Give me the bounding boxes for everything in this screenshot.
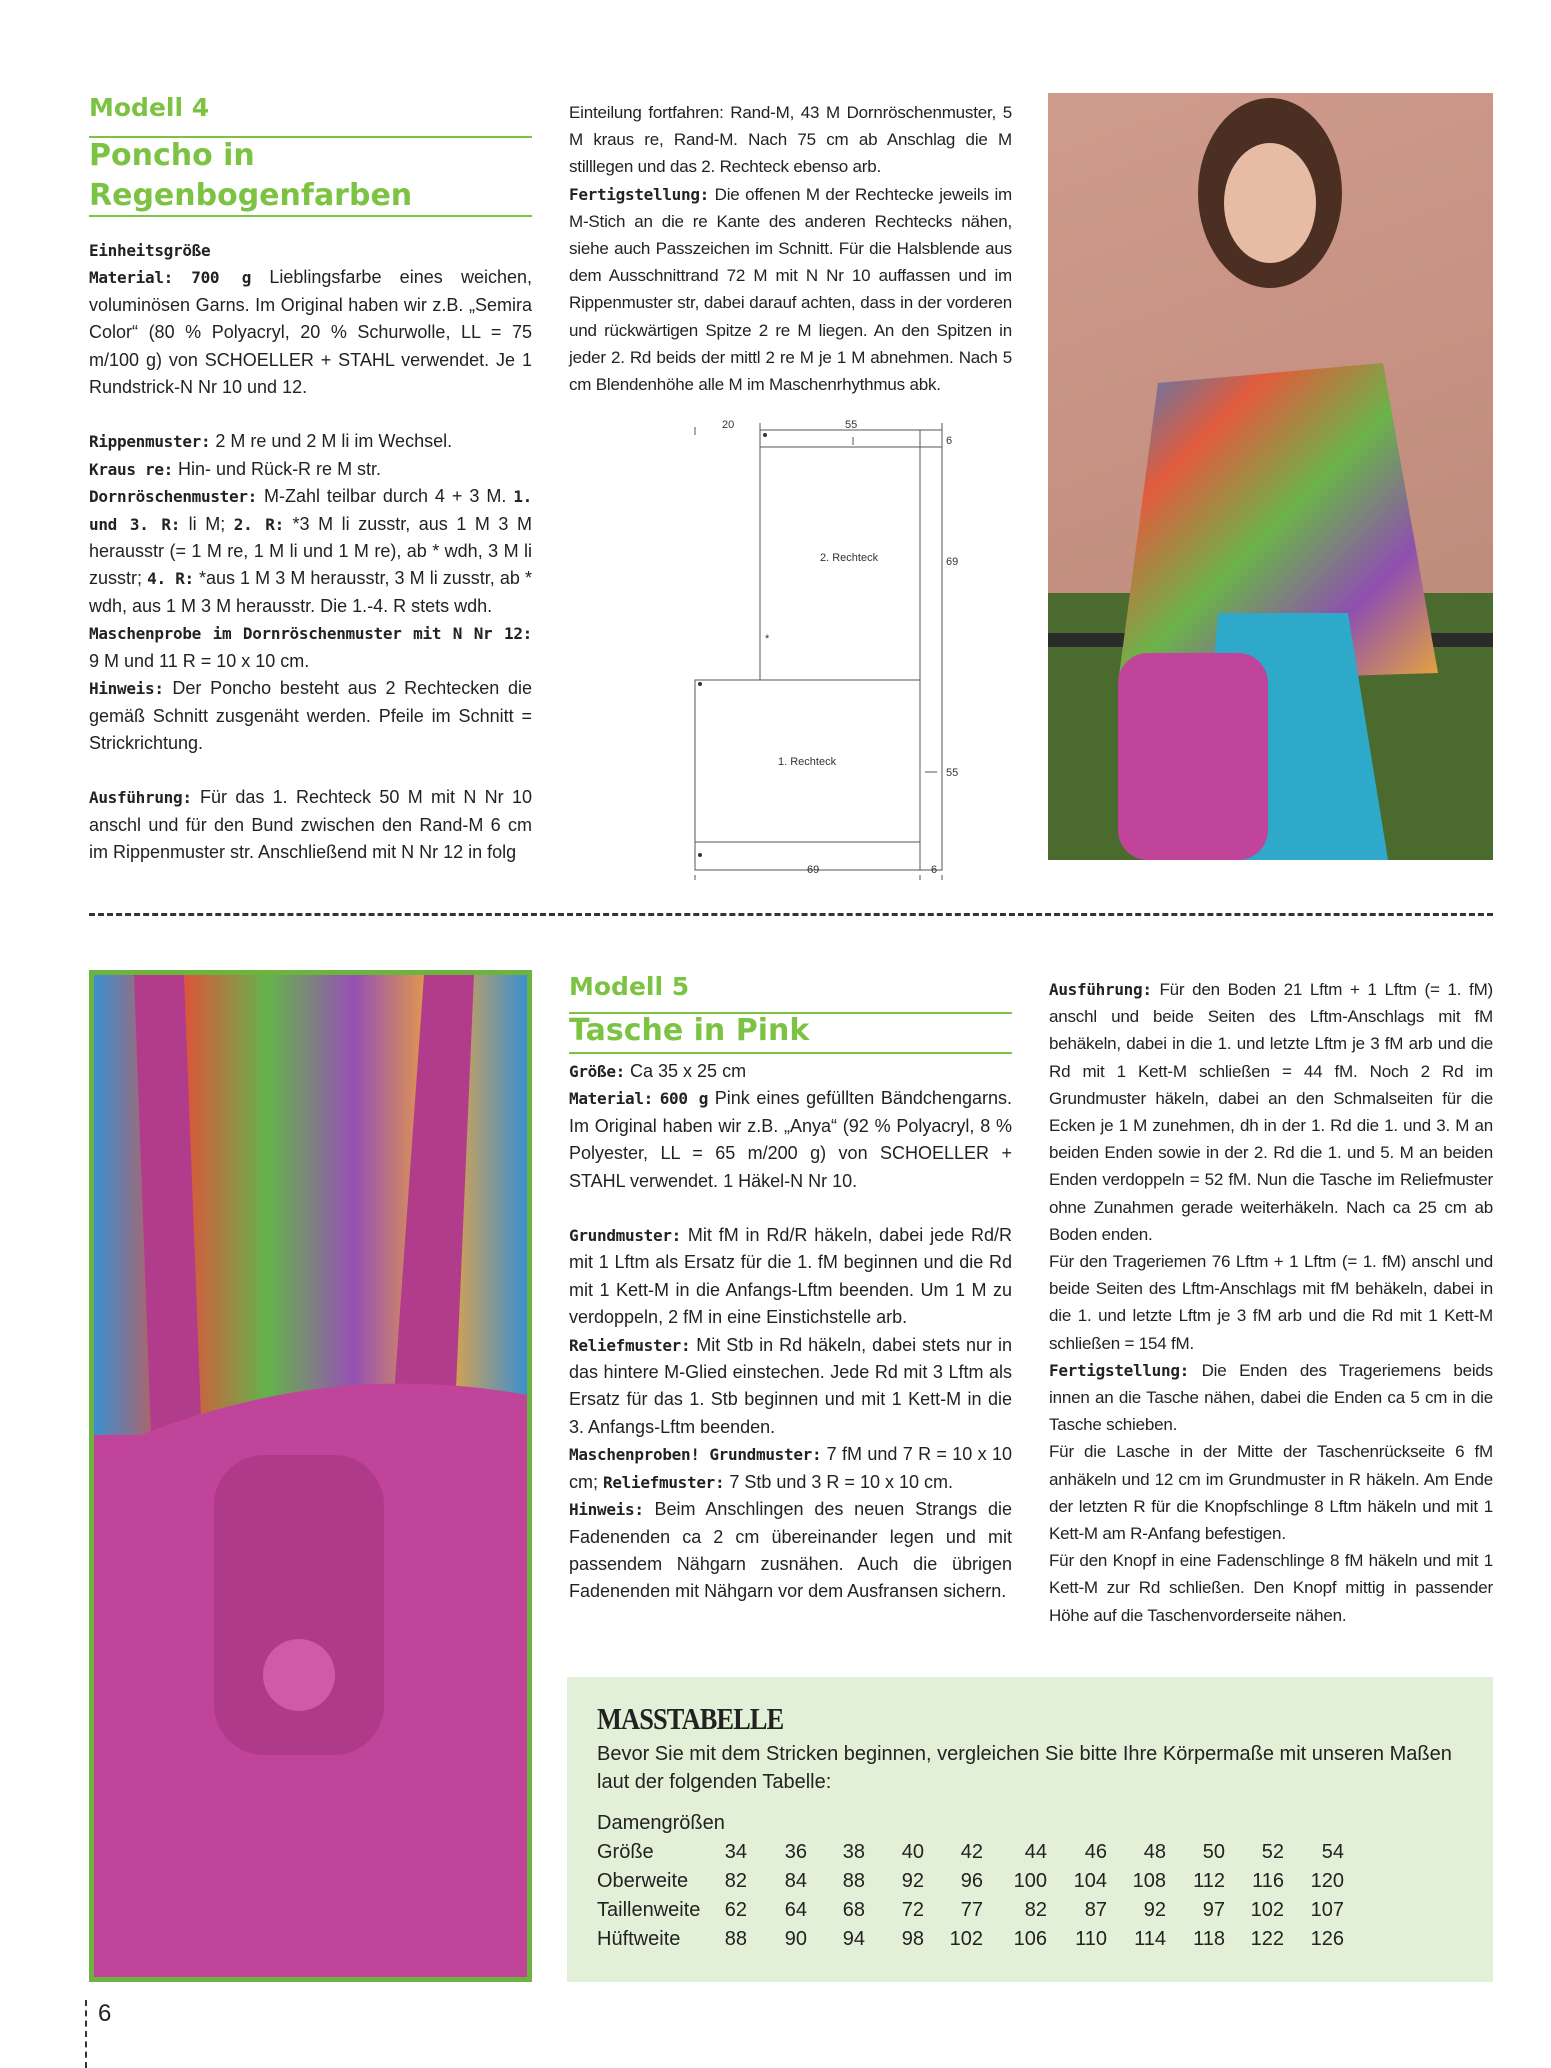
diagram-label-top-left: 20 bbox=[722, 419, 735, 431]
masstabelle-cell: 110 bbox=[1075, 1928, 1107, 1950]
masstabelle-row bbox=[597, 1867, 1344, 1896]
fertig-text: Die offenen M der Rechtecke jeweils im M-Stich an die re Kante des anderen Rechtecks nähen, siehe auch Passzeichen im Schnitt. Für die Halsblende aus dem Ausschnittrand 72 M mit N Nr 10 auffassen und im Rippenmuster str, dabei darauf achten, dass in der vorderen und rückwärtigen Spitze 2 re M liegen. An den Spitzen in jeder 2. Rd beids der mittl 2 re M je 1 M abnehmen. Nach 5 cm Blendenhöhe alle M im Maschenrhythmus abk. bbox=[569, 184, 1012, 395]
masstabelle-cell: 68 bbox=[842, 1899, 865, 1921]
proben-text-a: 7 fM und 7 R = 10 x 10 cm; bbox=[569, 1444, 1012, 1492]
masstabelle-group: Damengrößen bbox=[597, 1812, 725, 1834]
masstabelle-row bbox=[597, 1896, 1344, 1925]
masstabelle-row bbox=[597, 1838, 1344, 1867]
ausf-text: Für das 1. Rechteck 50 M mit N Nr 10 anschl und für den Bund zwischen den Rand-M 6 cm im Rippenmuster str. Anschließend mit N Nr 12 in folg bbox=[89, 787, 532, 863]
diagram-label-top-right: 6 bbox=[946, 435, 953, 447]
modell5-rule-bottom bbox=[569, 1052, 1012, 1054]
rippen-text: 2 M re und 2 M li im Wechsel. bbox=[215, 431, 453, 452]
masstabelle-cell: 82 bbox=[724, 1870, 747, 1892]
masstabelle-row bbox=[597, 1925, 1344, 1954]
masstabelle-cell: 106 bbox=[1013, 1928, 1047, 1950]
masstabelle-cell: 50 bbox=[1202, 1841, 1225, 1863]
masstabelle-cell: 84 bbox=[784, 1870, 807, 1892]
masstabelle-cell: 107 bbox=[1310, 1899, 1344, 1921]
diagram-label-bottom-mid: 69 bbox=[807, 864, 820, 876]
modell5-column1 bbox=[569, 1058, 1012, 1606]
m5-fertig-label: Fertigstellung: bbox=[1049, 1360, 1189, 1380]
proben-relief-label: Reliefmuster: bbox=[603, 1472, 725, 1492]
masstabelle-row-label: Oberweite bbox=[597, 1870, 689, 1892]
masstabelle-cell: 62 bbox=[724, 1899, 747, 1921]
masstabelle-cell: 46 bbox=[1084, 1841, 1107, 1863]
dorn-text-d: *aus 1 M 3 M herausstr, 3 M li zusstr, ab * wdh, aus 1 M 3 M herausstr. Die 1.-4. R stets wdh. bbox=[89, 568, 532, 616]
masstabelle-table bbox=[597, 1838, 1344, 1954]
bag-closeup-photo bbox=[89, 970, 532, 1982]
masstabelle-cell: 54 bbox=[1321, 1841, 1344, 1863]
masstabelle-cell: 96 bbox=[960, 1870, 983, 1892]
diagram-label-bottom-right: 6 bbox=[931, 864, 938, 876]
masstabelle-cell: 118 bbox=[1193, 1928, 1225, 1950]
trage-text: Für den Trageriemen 76 Lftm + 1 Lftm (= 1. fM) anschl und beide Seiten des Lftm-Anschlags mit fM behäkeln, dabei in die 1. und letzte Lftm je 3 fM arb und die Rd mit 1 Kett-M schließen = 154 fM. bbox=[1049, 1252, 1493, 1353]
masstabelle-title: MASSTABELLE bbox=[597, 1701, 784, 1736]
probe-text: 9 M und 11 R = 10 x 10 cm. bbox=[89, 650, 310, 671]
material-label: Material: bbox=[89, 268, 173, 288]
hinweis-label: Hinweis: bbox=[89, 679, 164, 699]
masstabelle-cell: 97 bbox=[1202, 1899, 1225, 1921]
diagram-label-right-lower: 55 bbox=[946, 767, 959, 779]
m5-ausf-label: Ausführung: bbox=[1049, 980, 1152, 999]
masstabelle-cell: 104 bbox=[1073, 1870, 1107, 1892]
groesse-text: Ca 35 x 25 cm bbox=[630, 1061, 747, 1081]
masstabelle-row-label: Hüftweite bbox=[597, 1928, 681, 1950]
masstabelle-cell: 102 bbox=[949, 1928, 983, 1950]
modell5-kicker: Modell 5 bbox=[569, 972, 690, 1001]
page-number-rule bbox=[85, 2000, 87, 2068]
modell4-title bbox=[89, 136, 412, 216]
modell5-title: Tasche in Pink bbox=[569, 1013, 810, 1048]
modell5-column2 bbox=[1049, 976, 1493, 1629]
relief-label: Reliefmuster: bbox=[569, 1335, 691, 1355]
size-heading: Einheitsgröße bbox=[89, 241, 211, 260]
masstabelle-cell: 77 bbox=[960, 1899, 983, 1921]
knopf-text: Für den Knopf in eine Fadenschlinge 8 fM häkeln und mit 1 Kett-M zur Rd schließen. Den Knopf mittig in passender Höhe auf die Taschenvorderseite nähen. bbox=[1049, 1551, 1493, 1625]
masstabelle-cell: 64 bbox=[784, 1899, 807, 1921]
diagram-star: * bbox=[765, 633, 770, 645]
masstabelle-row-label: Taillenweite bbox=[597, 1899, 701, 1921]
modell4-column2 bbox=[569, 99, 1012, 398]
masstabelle-row-label: Größe bbox=[597, 1841, 654, 1863]
modell4-title-line2: Regenbogenfarben bbox=[89, 178, 413, 213]
grund-text: Mit fM in Rd/R häkeln, dabei jede Rd/R mit 1 Lftm als Ersatz für die 1. fM beginnen und die Rd mit 1 Kett-M in die Anfangs-Lftm beenden. Um 1 M zu verdoppeln, 2 fM in eine Einstichstelle arb. bbox=[569, 1225, 1012, 1328]
masstabelle-cell: 108 bbox=[1132, 1870, 1166, 1892]
modell4-column1 bbox=[89, 237, 532, 867]
probe-label: Maschenprobe im Dornröschenmuster mit N Nr 12: bbox=[89, 624, 532, 644]
masstabelle-cell: 34 bbox=[724, 1841, 747, 1863]
section-divider bbox=[89, 913, 1493, 916]
diagram-rect2-label: 2. Rechteck bbox=[820, 552, 879, 564]
material-text: Lieblingsfarbe eines weichen, voluminösen Garns. Im Original haben wir z.B. „Semira Color“ (80 % Polyacryl, 20 % Schurwolle, LL = 75 m/100 g) von SCHOELLER + STAHL verwendet. Je 1 Rundstrick-N Nr 10 und 12. bbox=[89, 267, 532, 398]
proben-label: Maschenproben! Grundmuster: bbox=[569, 1445, 822, 1465]
modell4-rule-bottom bbox=[89, 215, 532, 217]
masstabelle-cell: 102 bbox=[1250, 1899, 1284, 1921]
relief-text: Mit Stb in Rd häkeln, dabei stets nur in das hintere M-Glied einstechen. Jede Rd mit 3 Lftm als Ersatz für das 1. Stb beginnen und mit 1 Kett-M in die 3. Anfangs-Lftm beenden. bbox=[569, 1334, 1012, 1437]
masstabelle-cell: 112 bbox=[1193, 1870, 1225, 1892]
pattern-diagram bbox=[675, 415, 965, 880]
masstabelle-cell: 94 bbox=[842, 1928, 865, 1950]
masstabelle-cell: 100 bbox=[1013, 1870, 1047, 1892]
masstabelle-cell: 98 bbox=[901, 1928, 924, 1950]
masstabelle-cell: 120 bbox=[1310, 1870, 1344, 1892]
masstabelle-cell: 48 bbox=[1143, 1841, 1166, 1863]
page-number: 6 bbox=[98, 2000, 112, 2027]
diagram-rect1-label: 1. Rechteck bbox=[778, 756, 837, 768]
diagram-label-right-upper: 69 bbox=[946, 556, 959, 568]
masstabelle-cell: 44 bbox=[1024, 1841, 1047, 1863]
kraus-label: Kraus re: bbox=[89, 459, 173, 479]
masstabelle-cell: 52 bbox=[1261, 1841, 1284, 1863]
masstabelle-cell: 92 bbox=[901, 1870, 924, 1892]
masstabelle-cell: 122 bbox=[1250, 1928, 1284, 1950]
masstabelle-cell: 116 bbox=[1252, 1870, 1284, 1892]
dorn-label: Dornröschenmuster: bbox=[89, 487, 257, 507]
rippen-label: Rippenmuster: bbox=[89, 432, 211, 452]
dorn-text-b: li M; bbox=[188, 513, 226, 534]
m5-hinweis-label: Hinweis: bbox=[569, 1500, 644, 1520]
masstabelle-cell: 42 bbox=[960, 1841, 983, 1863]
kraus-text: Hin- und Rück-R re M str. bbox=[178, 458, 382, 479]
masstabelle-cell: 90 bbox=[784, 1928, 807, 1950]
dorn-r13: 1. und 3. R: bbox=[89, 487, 532, 534]
diagram-label-top-mid: 55 bbox=[845, 419, 858, 431]
diagram-outline bbox=[695, 430, 942, 870]
proben-text-b: 7 Stb und 3 R = 10 x 10 cm. bbox=[729, 1471, 953, 1492]
m5-material-label: Material: bbox=[569, 1089, 653, 1109]
masstabelle-cell: 36 bbox=[784, 1841, 807, 1863]
m5-ausf-text: Für den Boden 21 Lftm + 1 Lftm (= 1. fM) anschl und beide Seiten des Lftm-Anschlags mit fM behäkeln, dabei in die 1. und letzte Lftm je 3 fM arb und die Rd mit 1 Kett-M schließen = 44 fM. Noch 2 Rd im Grundmuster häkeln, dabei an den Schmalseiten für die Ecken je 1 M zunehmen, dh in der 1. Rd die 1. und 3. M an beiden Enden sowie in der 2. Rd die 1. und 5. M an beiden Enden verdoppeln = 52 fM. Nun die Tasche im Reliefmuster ohne Zunahmen gerade weiterhäkeln. Nach ca 25 cm ab Boden enden. bbox=[1049, 980, 1493, 1244]
material-amount: 700 g bbox=[191, 268, 252, 288]
masstabelle-cell: 126 bbox=[1310, 1928, 1344, 1950]
m5-fertig-text: Die Enden des Trageriemens beids innen an die Tasche nähen, dabei die Enden ca 5 cm in die Tasche schieben. bbox=[1049, 1360, 1493, 1435]
masstabelle-cell: 92 bbox=[1143, 1899, 1166, 1921]
dorn-text-a: M-Zahl teilbar durch 4 + 3 M. bbox=[263, 486, 507, 507]
dorn-r2: 2. R: bbox=[233, 514, 284, 534]
masstabelle-cell: 88 bbox=[842, 1870, 865, 1892]
lasche-text: Für die Lasche in der Mitte der Taschenrückseite 6 fM anhäkeln und 12 cm im Grundmuster in R häkeln. Am Ende der letzten R für die Knopfschlinge 8 Lftm häkeln und mit 1 Kett-M am R-Anfang befestigen. bbox=[1049, 1442, 1493, 1544]
col2-text: Einteilung fortfahren: Rand-M, 43 M Dornröschenmuster, 5 M kraus re, Rand-M. Nach 75 cm ab Anschlag die M stilllegen und das 2. Rechteck ebenso arb. bbox=[569, 103, 1012, 177]
m5-material-text: Pink eines gefüllten Bändchengarns. Im Original haben wir z.B. „Anya“ (92 % Polyacryl, 8 % Polyester, LL = 65 m/200 g) von SCHOELLER + STAHL verwendet. 1 Häkel-N Nr 10. bbox=[569, 1088, 1012, 1191]
groesse-label: Größe: bbox=[569, 1062, 625, 1081]
masstabelle-cell: 72 bbox=[901, 1899, 924, 1921]
m5-material-amount: 600 g bbox=[659, 1089, 709, 1109]
masstabelle-cell: 87 bbox=[1084, 1899, 1107, 1921]
ausf-label: Ausführung: bbox=[89, 788, 192, 808]
masstabelle-cell: 114 bbox=[1134, 1928, 1166, 1950]
masstabelle-cell: 40 bbox=[901, 1841, 924, 1863]
dorn-r4: 4. R: bbox=[147, 569, 194, 589]
masstabelle-box bbox=[567, 1677, 1493, 1982]
hinweis-text: Der Poncho besteht aus 2 Rechtecken die gemäß Schnitt zusgenäht werden. Pfeile im Schnitt = Strickrichtung. bbox=[89, 678, 532, 753]
modell4-title-line1: Poncho in bbox=[89, 138, 255, 173]
dorn-text-c: *3 M li zusstr, aus 1 M 3 M herausstr (= 1 M re, 1 M li und 1 M re), ab * wdh, 3 M li zusstr; bbox=[89, 513, 532, 589]
m5-hinweis-text: Beim Anschlingen des neuen Strangs die Fadenenden ca 2 cm übereinander legen und mit passendem Nähgarn zusnähen. Auch die übrigen Fadenenden mit Nähgarn vor dem Ausfransen sichern. bbox=[569, 1499, 1012, 1602]
masstabelle-cell: 88 bbox=[724, 1928, 747, 1950]
poncho-photo bbox=[1048, 93, 1493, 860]
masstabelle-cell: 82 bbox=[1024, 1899, 1047, 1921]
fertig-label: Fertigstellung: bbox=[569, 184, 709, 204]
modell4-kicker: Modell 4 bbox=[89, 93, 210, 122]
masstabelle-intro: Bevor Sie mit dem Stricken beginnen, vergleichen Sie bitte Ihre Körpermaße mit unseren Maßen laut der folgenden Tabelle: bbox=[597, 1743, 1452, 1793]
masstabelle-cell: 38 bbox=[842, 1841, 865, 1863]
grund-label: Grundmuster: bbox=[569, 1226, 681, 1246]
